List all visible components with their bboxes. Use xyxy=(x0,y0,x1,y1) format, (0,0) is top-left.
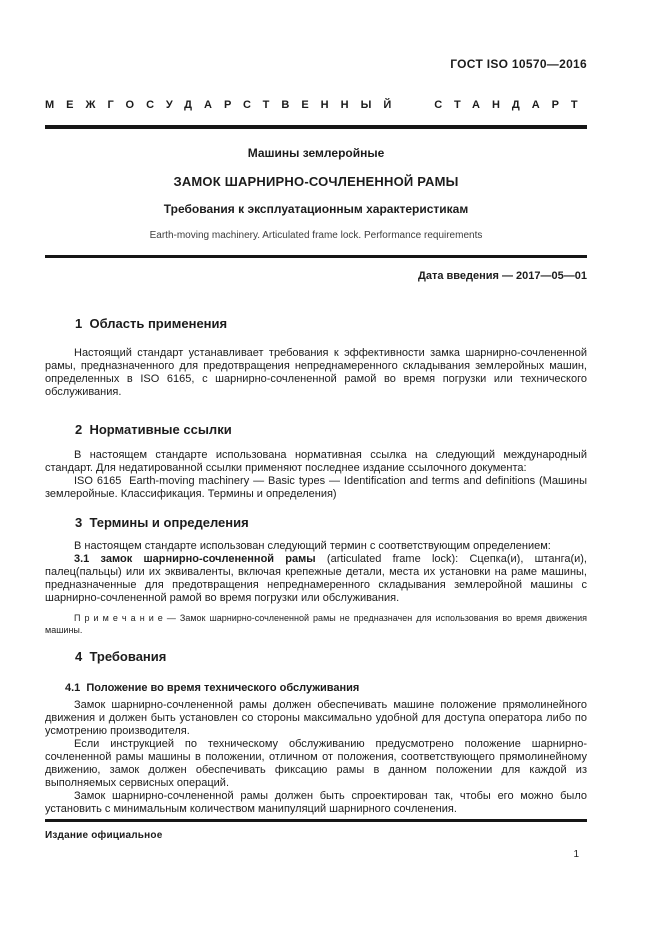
note-text: — Замок шарнирно-сочлененной рамы не предназначен для использования во время движения машины. xyxy=(45,613,587,635)
section-4-1-subheading: 4.1 Положение во время технического обслуживания xyxy=(65,682,360,694)
section-3-note xyxy=(45,612,587,636)
doc-code: ГОСТ ISO 10570—2016 xyxy=(450,57,587,71)
band-rule xyxy=(45,125,587,129)
edition-note: Издание официальное xyxy=(45,830,163,841)
page-number: 1 xyxy=(573,849,579,860)
title-subject: Машины землеройные xyxy=(247,146,385,160)
effective-date: Дата введения — 2017—05—01 xyxy=(418,270,587,282)
title-subtitle: Требования к эксплуатационным характеристикам xyxy=(163,202,469,216)
title-main: ЗАМОК ШАРНИРНО-СОЧЛЕНЕННОЙ РАМЫ xyxy=(173,174,459,189)
section-2-heading: 2 Нормативные ссылки xyxy=(75,422,232,437)
section-3-heading: 3 Термины и определения xyxy=(75,515,249,530)
section-4-paragraph-1: Замок шарнирно-сочлененной рамы должен обеспечивать машине положение прямолинейного движения и должен быть установлен со стороны максимально удобной для доступа оператора либо по усмотрению производителя. xyxy=(45,699,587,737)
term-number-and-name: 3.1 замок шарнирно-сочлененной рамы xyxy=(74,553,316,565)
section-2-paragraph: В настоящем стандарте использована нормативная ссылка на следующий международный стандарт. Для недатированной ссылки применяют последнее издание ссылочного документа: xyxy=(45,449,587,474)
section-1-heading: 1 Область применения xyxy=(75,316,228,331)
title-english: Earth-moving machinery. Articulated frame lock. Performance requirements xyxy=(149,230,483,241)
footer-rule xyxy=(45,819,587,822)
section-3-intro: В настоящем стандарте использован следующий термин с соответствующим определением: xyxy=(74,540,551,552)
note-label: П р и м е ч а н и е xyxy=(74,613,163,623)
section-4-paragraph-2: Если инструкцией по техническому обслуживанию предусмотрено положение шарнирно-сочлененной рамы машины в положении, отличном от положения, соответствующего прямолинейному движению, замок должен обеспечивать фиксацию рамы в данном положении для каждой из выполняемых сервисных операций. xyxy=(45,738,587,789)
document-page xyxy=(45,0,591,861)
title-block-rule xyxy=(45,255,587,258)
section-2-normative-reference: ISO 6165 Earth-moving machinery — Basic types — Identification and terms and definitions (Машины землеройные. Классификация. Термины и определения) xyxy=(45,475,591,500)
section-4-paragraph-3: Замок шарнирно-сочлененной рамы должен быть спроектирован так, чтобы его можно было установить с минимальным количеством манипуляций шарнирного сочленения. xyxy=(45,790,587,815)
section-1-paragraph: Настоящий стандарт устанавливает требования к эффективности замка шарнирно-сочлененной рамы, предназначенного для предотвращения непреднамеренного складывания землеройных машин, определенных в ISO 6165, с шарнирно-сочлененной рамой во время погрузки или технического обслуживания. xyxy=(45,347,587,398)
section-4-heading: 4 Требования xyxy=(75,649,167,664)
term-definition-text: (articulated frame lock): Сцепка(и), штанга(и), палец(пальцы) или их эквиваленты, включая крепежные детали, места их установки на раме машины, предназначенные для предотвращения непреднамеренного складывания землеройной машины с шарнирно-сочлененной рамой во время погрузки или обслуживания. xyxy=(45,553,587,604)
standard-band-title: МЕЖГОСУДАРСТВЕННЫЙ СТАНДАРТ xyxy=(45,99,590,111)
section-3-term-definition xyxy=(45,553,587,605)
